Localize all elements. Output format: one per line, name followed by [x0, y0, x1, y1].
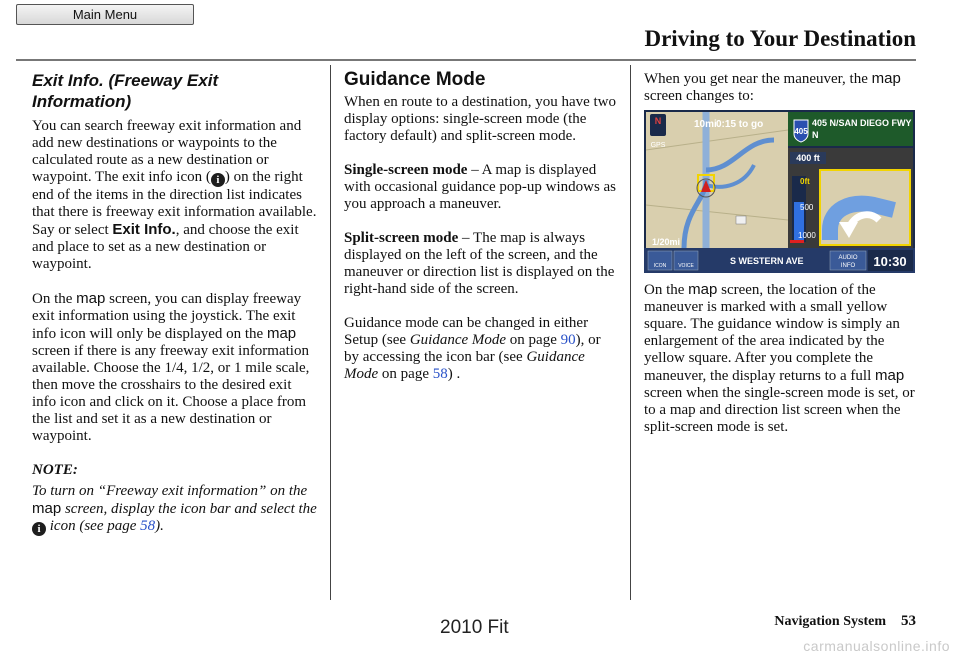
info-icon: i	[211, 173, 225, 187]
text-run: On the	[32, 291, 77, 307]
footer-model: 2010 Fit	[440, 617, 509, 638]
text-run: screen changes to:	[644, 88, 754, 104]
text-run: screen, you can display freeway exit information using the joystick. The exit info icon will only be displayed on the	[32, 291, 302, 342]
text-run: – The map is always displayed on the left of the screen, and the maneuver or direction list is displayed on the right-hand side of the screen.	[344, 230, 615, 297]
column-exit-info	[32, 70, 318, 536]
text-run: – A map is displayed with occasional guidance pop-up windows as you approach a maneuver.	[344, 162, 617, 212]
main-menu-button[interactable]: Main Menu	[16, 4, 194, 25]
column-divider-1	[330, 65, 331, 600]
note-label: NOTE:	[32, 462, 78, 478]
freeway-name: 405 N/SAN DIEGO FWY	[812, 118, 912, 128]
map-term: map	[871, 70, 901, 87]
text-run: ).	[155, 518, 164, 534]
text-run: Guidance mode can be changed in either Setup (see	[344, 315, 589, 348]
exit-info-paragraph-1	[32, 118, 318, 273]
text-run: On the	[644, 282, 689, 298]
column-guidance-mode	[344, 70, 618, 400]
text-run: screen, the location of the maneuver is marked with a small yellow square. The guidance window is simply an enlargement of the area indicated by the yellow square. After you complete the maneuver, the display returns to a full	[644, 282, 900, 384]
distance-box-label: 400 ft	[796, 153, 820, 163]
text-run: , and choose the exit and place to set as a new destination or waypoint.	[32, 222, 299, 272]
text-run: When you get near the maneuver, the	[644, 71, 872, 87]
distance-readout: 10mi	[694, 119, 717, 130]
text-run: screen when the single-screen mode is set, or to a map and direction list screen when the split-screen mode is set.	[644, 385, 915, 435]
footer-watermark: carmanualsonline.info	[803, 638, 950, 654]
text-run: screen if there is any freeway exit information available. Choose the 1/4, 1/2, or 1 mile scale, then move the crosshairs to the desired exit info icon and click on it. Choose a place from the list and set it as a new destination or waypoint.	[32, 343, 310, 444]
note-block	[32, 462, 318, 536]
gps-label: GPS	[650, 142, 666, 149]
text-run: screen, display the icon bar and select the	[61, 501, 317, 517]
time-to-go: 0:15 to go	[716, 119, 764, 130]
map-term: map	[688, 281, 718, 298]
page-link-90[interactable]: 90	[560, 332, 576, 348]
maneuver-description	[644, 281, 920, 436]
guidance-paragraph-1: When en route to a destination, you have two display options: single-screen mode (the factory default) and split-screen mode.	[344, 94, 617, 144]
note-text	[32, 483, 318, 536]
page-link-58[interactable]: 58	[140, 518, 156, 534]
map-term: map	[32, 500, 62, 517]
exit-info-paragraph-2	[32, 290, 318, 445]
audio-info-line1: AUDIO	[838, 255, 858, 261]
map-term: map	[266, 325, 297, 342]
icon-button-label: ICON	[653, 263, 667, 269]
text-run: To turn on “Freeway exit information” on the	[32, 483, 308, 499]
text-run: icon (see page	[46, 518, 141, 534]
exit-info-heading	[32, 70, 318, 112]
navigation-screen-image	[644, 110, 915, 273]
freeway-direction: N	[812, 130, 819, 140]
compass-label: N	[654, 116, 662, 126]
map-term: map	[76, 290, 106, 307]
text-run: ), or by accessing the icon bar (see	[344, 332, 601, 365]
map-poi-icon	[736, 216, 746, 224]
text-run: ) .	[447, 366, 461, 382]
column-maneuver-body	[644, 281, 920, 453]
distance-bar-500: 500	[800, 203, 814, 212]
text-run: ) on the right end of the items in the direction list indicates that there is freeway exit information available. Say or select	[32, 169, 317, 238]
street-name: S WESTERN AVE	[730, 256, 804, 266]
guidance-mode-ref: Guidance Mode	[344, 349, 585, 382]
distance-bar-1000: 1000	[798, 231, 816, 240]
distance-bar-marker	[790, 240, 804, 243]
guidance-mode-ref: Guidance Mode	[409, 332, 507, 348]
audio-info-line2: INFO	[840, 263, 856, 269]
text-run: You can search freeway exit information and add new destinations or waypoints to the calculated route as a new destination or waypoint. The exit info icon (	[32, 118, 302, 185]
single-screen-term: Single-screen mode	[344, 162, 468, 178]
shield-number: 405	[794, 127, 808, 136]
footer-nav-label: Navigation System	[774, 614, 886, 629]
page-number: 53	[901, 613, 916, 629]
single-screen-paragraph	[344, 162, 618, 213]
exit-info-command: Exit Info.	[112, 221, 176, 238]
column-divider-2	[630, 65, 631, 600]
guidance-paragraph-4	[344, 315, 618, 383]
exit-info-heading-line2: Information)	[32, 92, 132, 111]
maneuver-intro	[644, 70, 920, 105]
page-link-58[interactable]: 58	[432, 366, 448, 382]
guidance-mode-heading: Guidance Mode	[344, 69, 486, 90]
distance-bar-0: 0ft	[800, 177, 810, 186]
clock: 10:30	[873, 254, 907, 269]
voice-button-label: VOICE	[678, 263, 694, 269]
header-rule	[16, 59, 916, 61]
map-term: map	[875, 367, 905, 384]
map-area	[646, 112, 788, 248]
text-run: on page	[506, 332, 561, 348]
text-run: on page	[378, 366, 433, 382]
exit-info-heading-line1: Exit Info. (Freeway Exit	[32, 71, 219, 90]
split-screen-term: Split-screen mode	[344, 230, 459, 246]
page-title: Driving to Your Destination	[644, 26, 916, 51]
split-screen-paragraph	[344, 230, 618, 298]
info-icon: i	[32, 522, 46, 536]
map-scale: 1/20mi	[652, 237, 681, 247]
